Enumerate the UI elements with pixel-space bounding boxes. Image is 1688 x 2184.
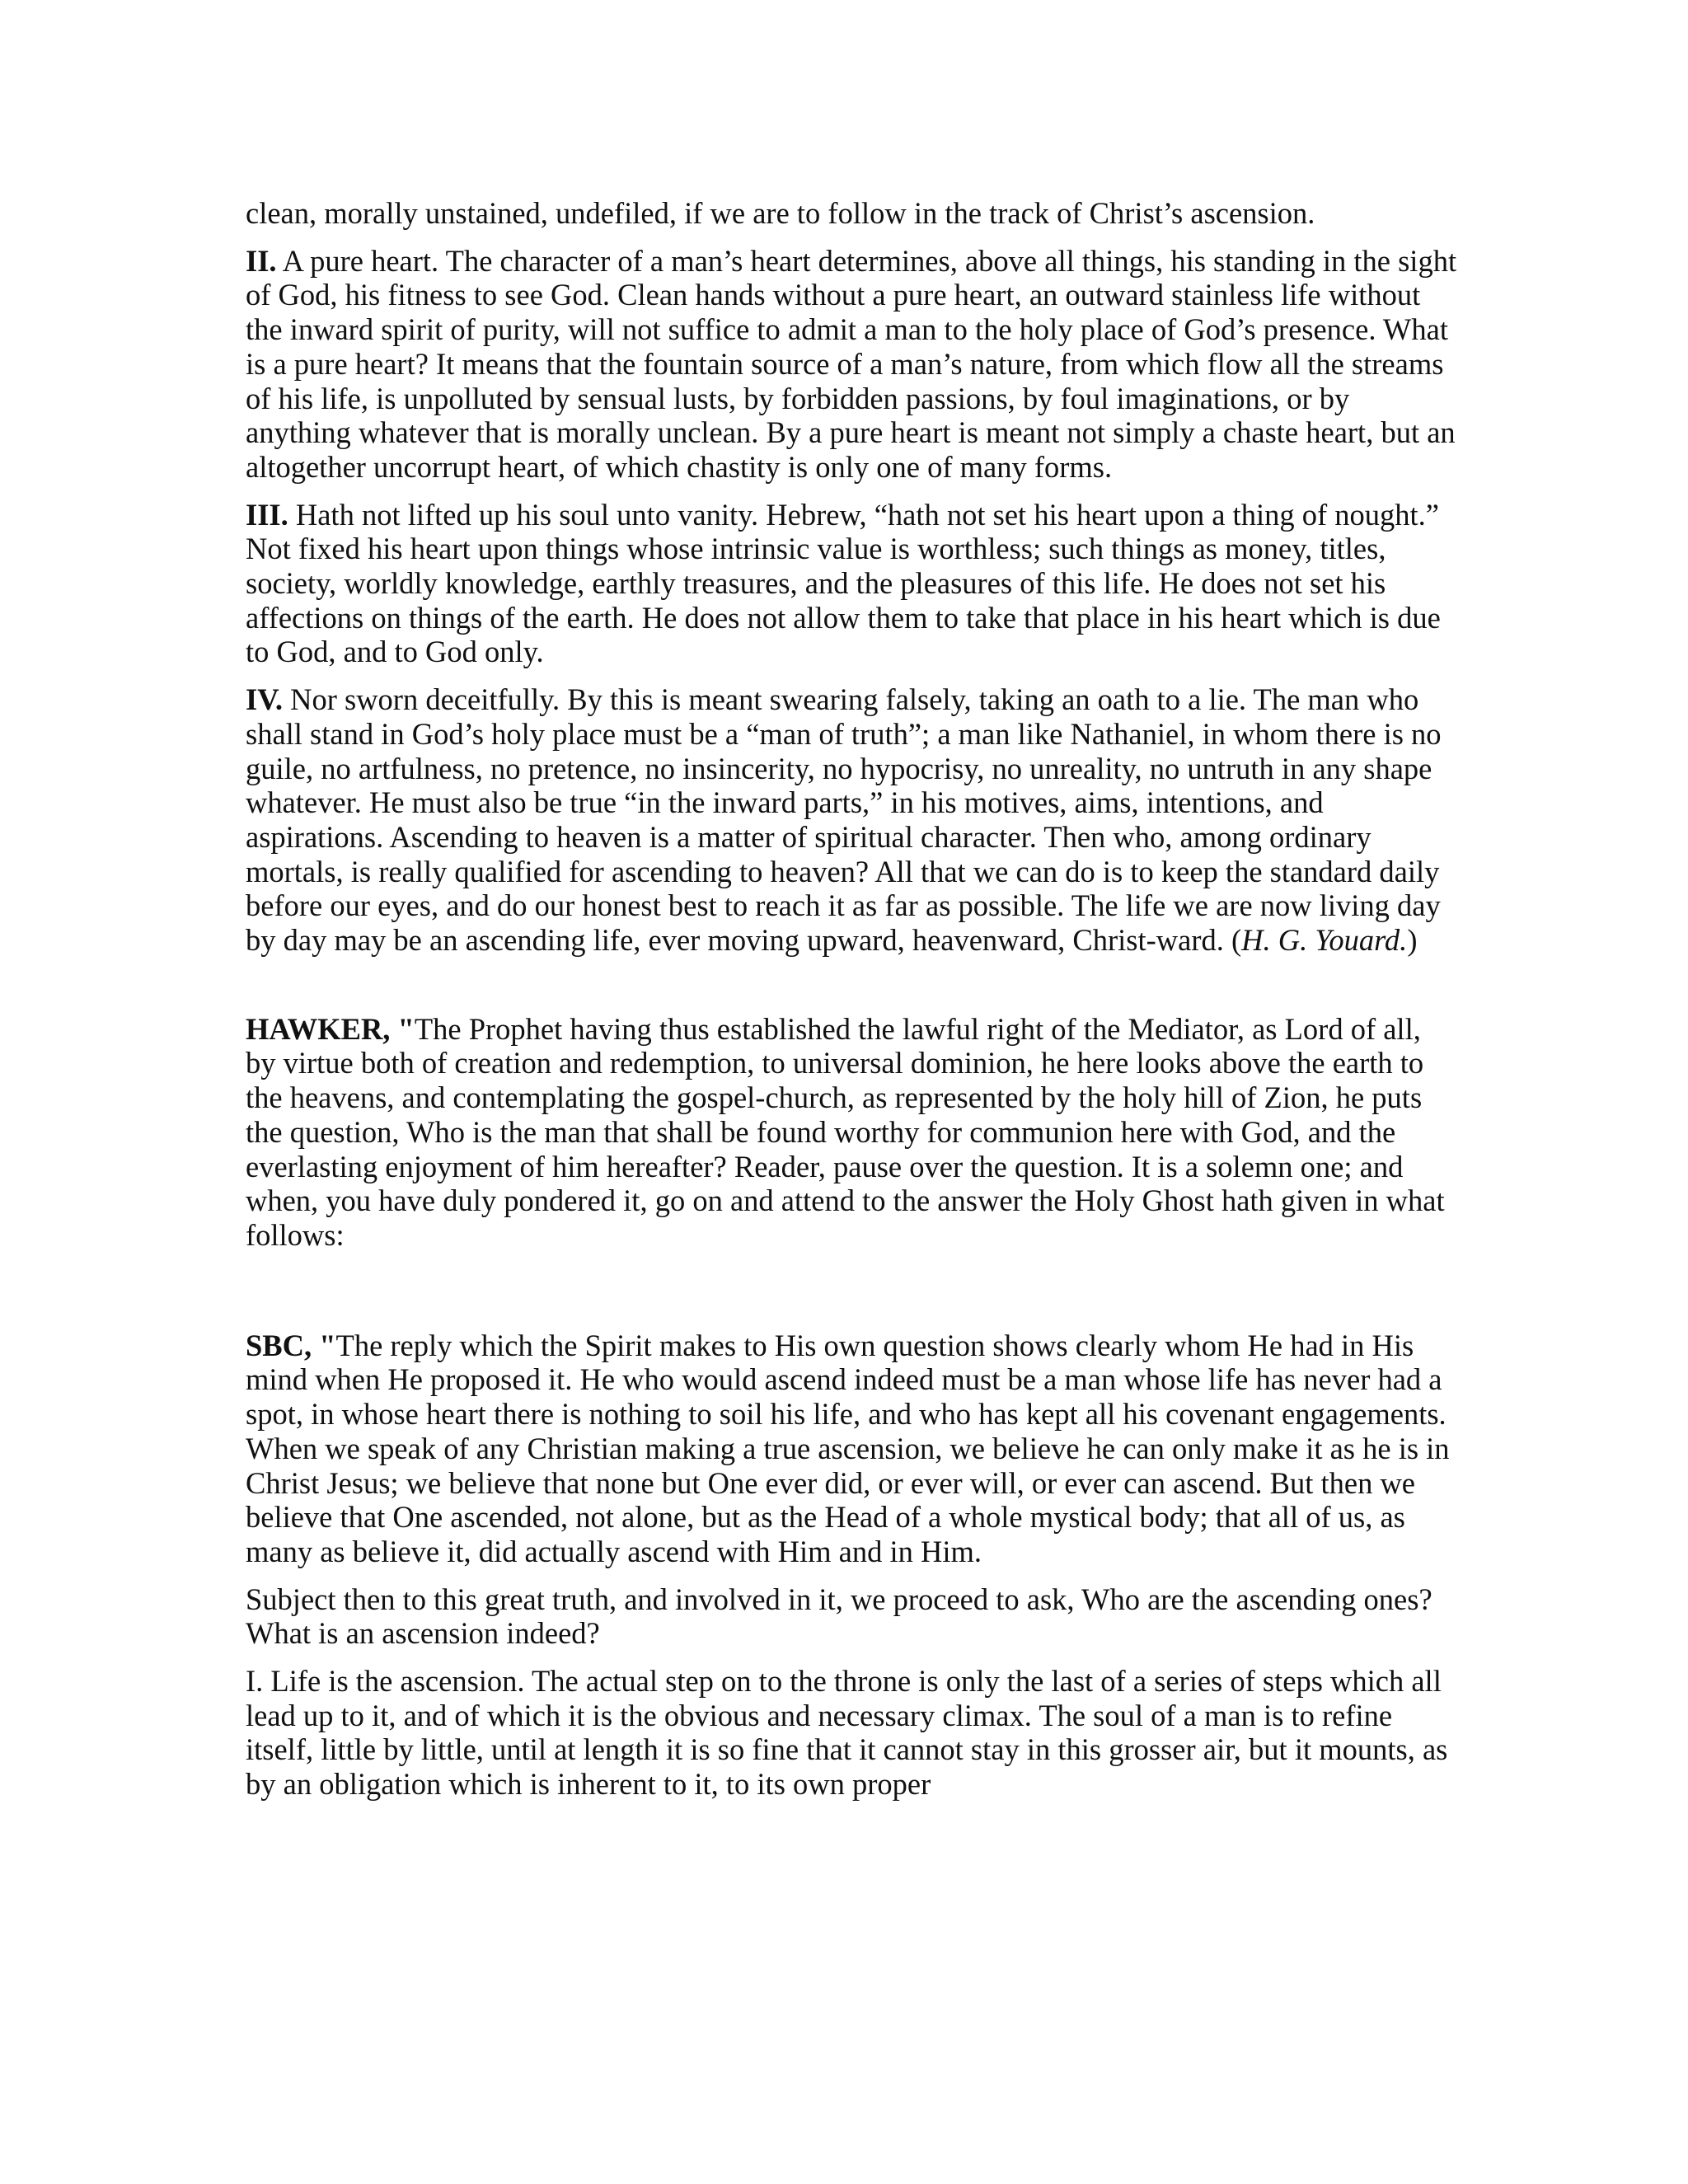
paragraph-text: I. Life is the ascension. The actual step on to the throne is only the last of a series of steps which all lead up to it, and of which it is the obvious and necessary climax. The soul of a man is to refine itself, little by little, until at length it is so fine that it cannot stay in this grosser air, but it mounts, as by an obligation which is inherent to it, to its own proper [246,1664,1448,1802]
commentator-label: HAWKER, " [246,1011,415,1046]
body-text [246,196,1457,1815]
paragraph-continuation [246,196,1457,231]
paragraph-text: The Prophet having thus established the lawful right of the Mediator, as Lord of all, by virtue both of creation and redemption, to universal dominion, he here looks above the earth to the heavens, and contemplating the gospel-church, as represented by the holy hill of Zion, he puts the question, Who is the man that shall be found worthy for communion here with God, and the everlasting enjoyment of him hereafter? Reader, pause over the question. It is a solemn one; and when, you have duly pondered it, go on and attend to the answer the Holy Ghost hath given in what follows: [246,1011,1445,1252]
paragraph-text: A pure heart. The character of a man’s heart determines, above all things, his standing in the sight of God, his fitness to see God. Clean hands without a pure heart, an outward stainless life without the inward spirit of purity, will not suffice to admit a man to the holy place of God’s presence. What is a pure heart? It means that the fountain source of a man’s nature, from which flow all the streams of his life, is unpolluted by sensual lusts, by forbidden passions, by foul imaginations, or by anything whatever that is morally unclean. By a pure heart is meant not simply a chaste heart, but an altogether uncorrupt heart, of which chastity is only one of many forms. [246,243,1457,484]
commentary-hawker [246,1012,1457,1253]
paragraph-text: Nor sworn deceitfully. By this is meant swearing falsely, taking an oath to a lie. The man who shall stand in God’s holy place must be a “man of truth”; a man like Nathaniel, in whom there is no guile, no artfulness, no pretence, no insincerity, no hypocrisy, no unreality, no untruth in any shape whatever. He must also be true “in the inward parts,” in his motives, aims, intentions, and aspirations. Ascending to heaven is a matter of spiritual character. Then who, among ordinary mortals, is really qualified for ascending to heaven? All that we can do is to keep the standard daily before our eyes, and do our honest best to reach it as far as possible. The life we are now living day by day may be an ascending life, ever moving upward, heavenward, Christ-ward. ( [246,682,1442,958]
paragraph-point-ii [246,244,1457,485]
commentary-sbc [246,1329,1457,1569]
paragraph-point-iii [246,498,1457,670]
point-number: III. [246,497,288,532]
paragraph-text: Subject then to this great truth, and involved in it, we proceed to ask, Who are the ascending ones? What is an ascension indeed? [246,1582,1432,1651]
paragraph-point-iv [246,682,1457,958]
paragraph-tail: ) [1407,923,1418,958]
paragraph-question [246,1582,1457,1651]
paragraph-text: clean, morally unstained, undefiled, if we are to follow in the track of Christ’s ascension. [246,196,1315,230]
paragraph-point-i [246,1664,1457,1802]
point-number: II. [246,243,277,278]
citation: H. G. Youard. [1241,923,1408,958]
commentator-label: SBC, " [246,1328,336,1362]
point-number: IV. [246,682,283,717]
paragraph-text: The reply which the Spirit makes to His own question shows clearly whom He had in His mind when He proposed it. He who would ascend indeed must be a man whose life has never had a spot, in whose heart there is nothing to soil his life, and who has kept all his covenant engagements. When we speak of any Christian making a true ascension, we believe he can only make it as he is in Christ Jesus; we believe that none but One ever did, or ever will, or ever can ascend. But then we believe that One ascended, not alone, but as the Head of a whole mystical body; that all of us, as many as believe it, did actually ascend with Him and in Him. [246,1328,1450,1568]
paragraph-text: Hath not lifted up his soul unto vanity. Hebrew, “hath not set his heart upon a thing of nought.” Not fixed his heart upon things whose intrinsic value is worthless; such things as money, titles, society, worldly knowledge, earthly treasures, and the pleasures of this life. He does not set his affections on things of the earth. He does not allow them to take that place in his heart which is due to God, and to God only. [246,497,1441,669]
